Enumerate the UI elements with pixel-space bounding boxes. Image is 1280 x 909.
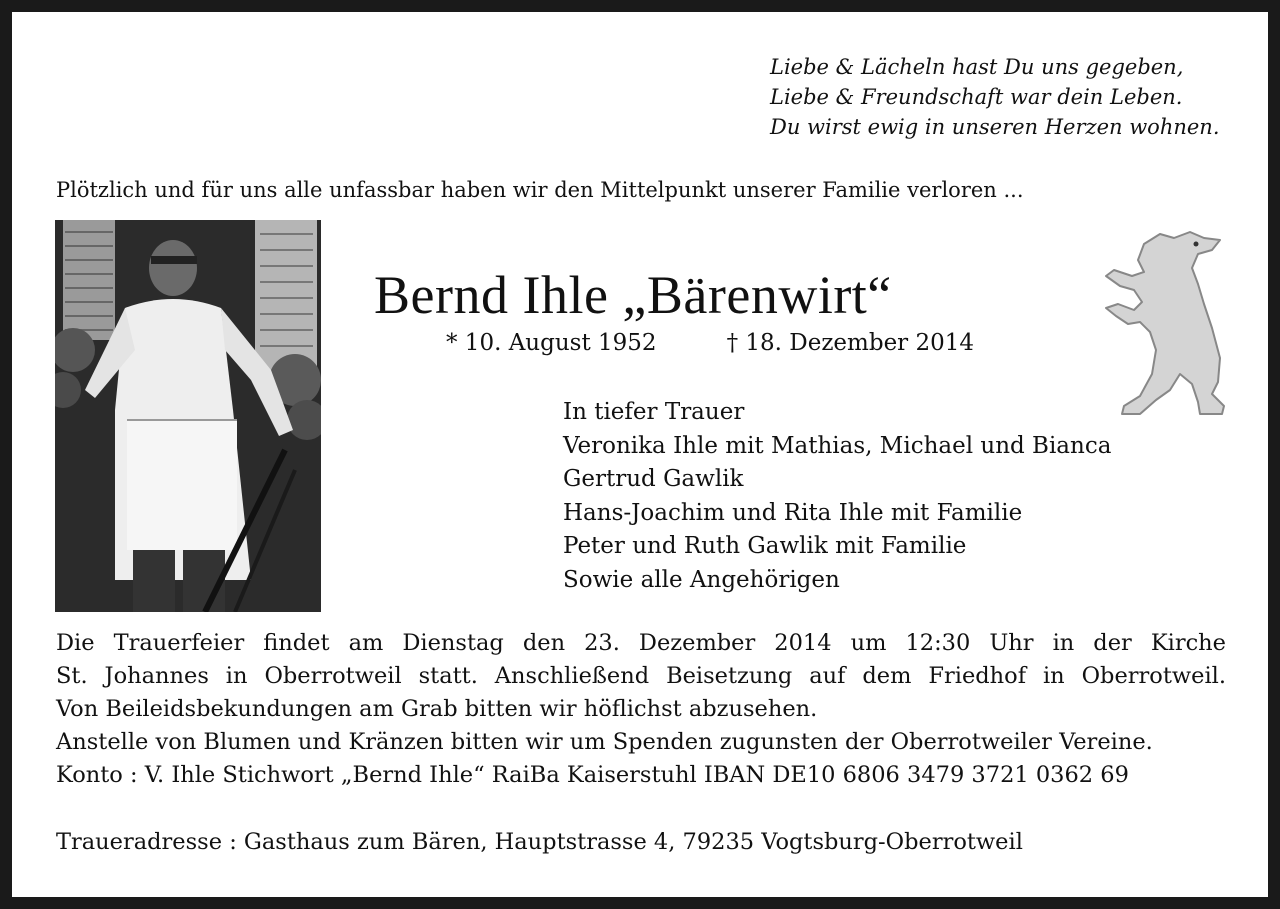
- life-dates: [446, 330, 974, 356]
- list-item: Veronika Ihle mit Mathias, Michael und Bianca: [563, 432, 1112, 459]
- deceased-name: Bernd Ihle „Bärenwirt“: [374, 265, 892, 325]
- poem-line: Liebe & Freundschaft war dein Leben.: [770, 85, 1183, 109]
- poem-line: Du wirst ewig in unseren Herzen wohnen.: [770, 115, 1220, 139]
- poem-line: Liebe & Lächeln hast Du uns gegeben,: [770, 55, 1184, 79]
- details-line: St. Johannes in Oberrotweil statt. Anschließend Beisetzung auf dem Friedhof in Oberrotweil.: [56, 663, 1226, 689]
- details-line: Von Beileidsbekundungen am Grab bitten wir höflichst abzusehen.: [56, 696, 818, 722]
- bear-emblem-icon: [1100, 224, 1228, 420]
- details-line: Anstelle von Blumen und Kränzen bitten wir um Spenden zugunsten der Oberrotweiler Vereine.: [56, 729, 1153, 755]
- mourning-address: Traueradresse : Gasthaus zum Bären, Hauptstrasse 4, 79235 Vogtsburg-Oberrotweil: [56, 829, 1023, 855]
- list-item: Gertrud Gawlik: [563, 466, 744, 492]
- death-date: † 18. Dezember 2014: [726, 330, 975, 356]
- list-item: Hans-Joachim und Rita Ihle mit Familie: [563, 499, 1023, 526]
- funeral-details: [56, 627, 1226, 792]
- list-item: Peter und Ruth Gawlik mit Familie: [563, 533, 967, 559]
- bank-account-line: Konto : V. Ihle Stichwort „Bernd Ihle“ RaiBa Kaiserstuhl IBAN DE10 6806 3479 3721 0362 69: [56, 762, 1129, 788]
- details-line: Die Trauerfeier findet am Dienstag den 23. Dezember 2014 um 12:30 Uhr in der Kirche: [56, 630, 1226, 656]
- mourners-heading: In tiefer Trauer: [563, 399, 745, 425]
- portrait-photo: [55, 220, 321, 612]
- intro-text: Plötzlich und für uns alle unfassbar haben wir den Mittelpunkt unserer Familie verloren ...: [56, 178, 1024, 202]
- list-item: Sowie alle Angehörigen: [563, 566, 840, 593]
- mourners-list: [563, 396, 1111, 597]
- obituary-notice: [12, 12, 1268, 897]
- birth-date: * 10. August 1952: [446, 330, 657, 356]
- memorial-poem: [770, 52, 1220, 142]
